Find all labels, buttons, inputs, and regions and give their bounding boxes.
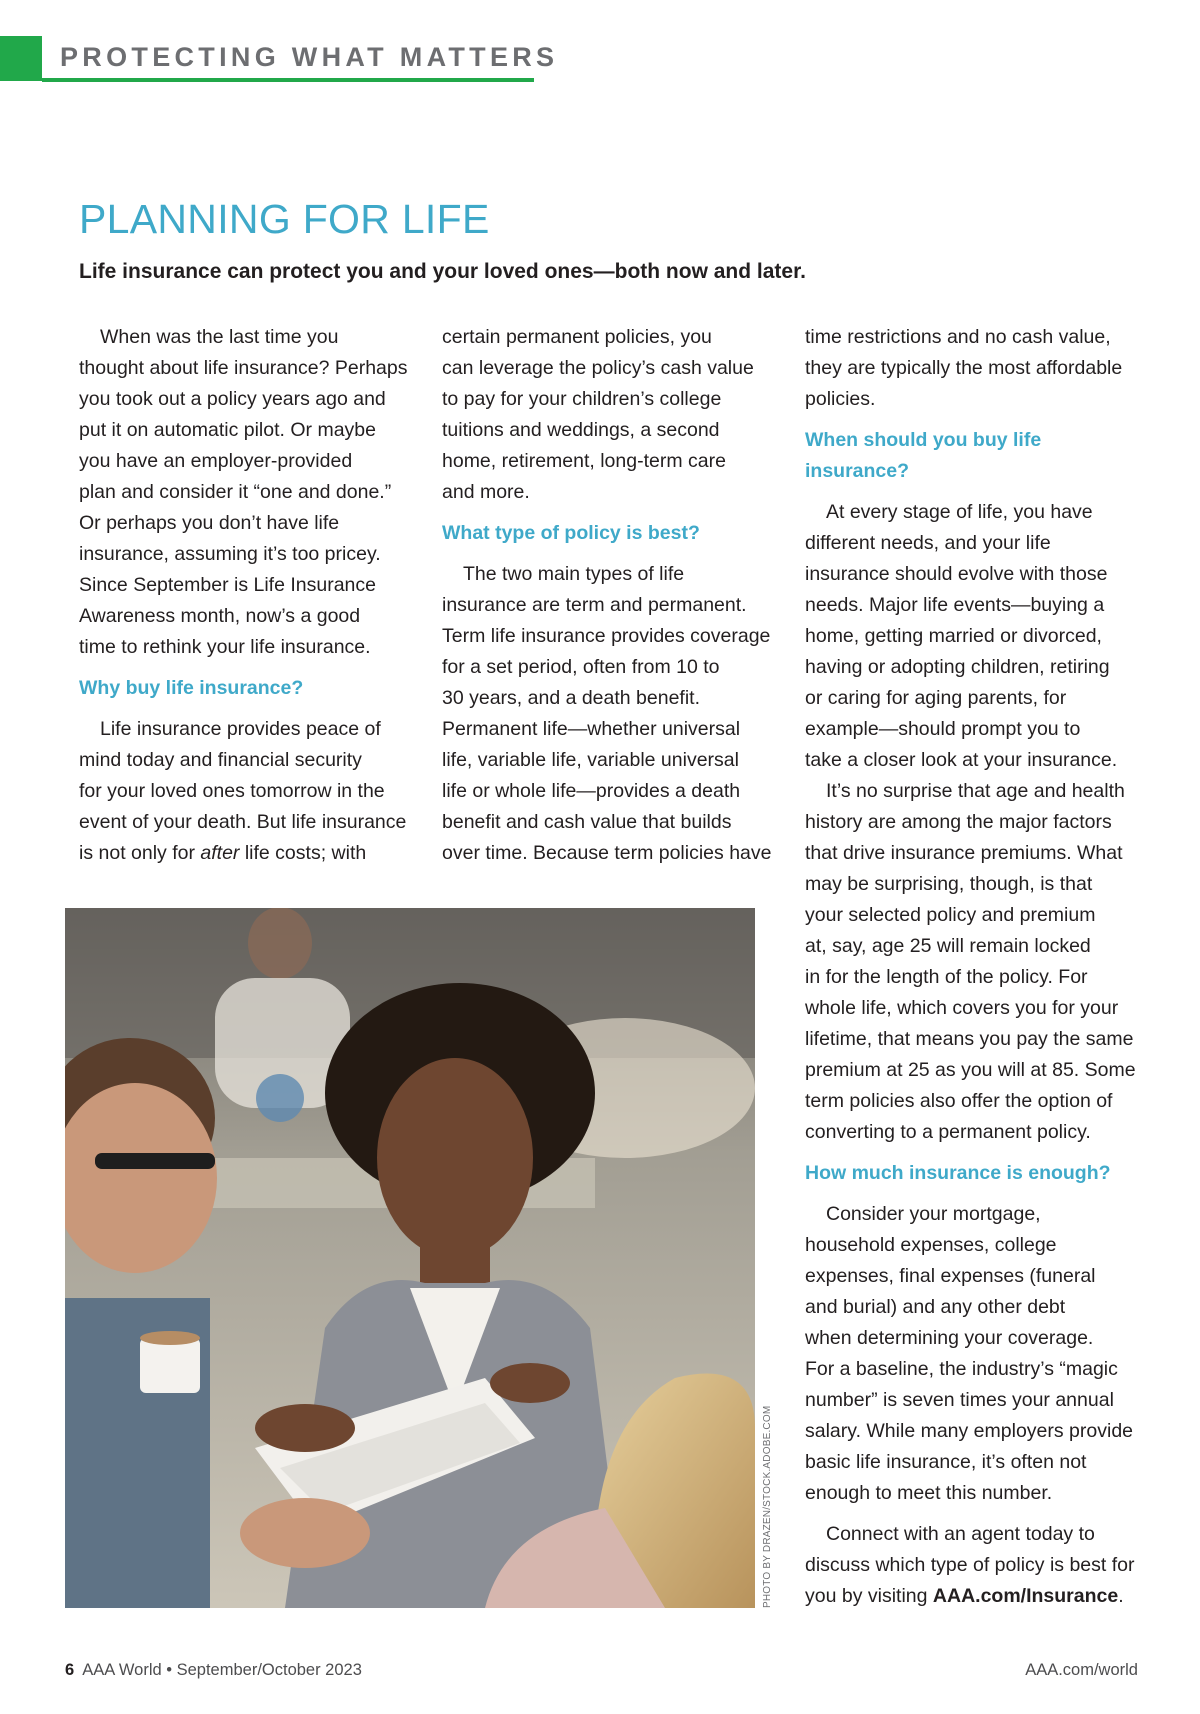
header-accent-bar — [0, 36, 42, 81]
body-line: can leverage the policy’s cash value — [442, 357, 754, 379]
body-text: life costs; with — [239, 842, 367, 864]
body-line: salary. While many employers provide — [805, 1420, 1134, 1442]
body-line: at, say, age 25 will remain locked — [805, 935, 1091, 957]
body-line: Life insurance provides peace of — [100, 718, 381, 740]
body-line: or caring for aging parents, for — [805, 687, 1067, 709]
body-line — [79, 838, 419, 869]
body-line: When was the last time you — [100, 326, 339, 348]
body-line: converting to a permanent policy. — [805, 1121, 1091, 1143]
column-3 — [805, 322, 1150, 1612]
body-line: Awareness month, now’s a good — [79, 605, 361, 627]
body-line: tuitions and weddings, a second — [442, 419, 720, 441]
body-line: for a set period, often from 10 to — [442, 656, 720, 678]
body-line: Consider your mortgage, — [826, 1203, 1041, 1225]
body-line: you took out a policy years ago and — [79, 388, 386, 410]
body-line: example—should prompt you to — [805, 718, 1081, 740]
body-text: you by visiting — [805, 1585, 933, 1607]
body-line: they are typically the most affordable — [805, 357, 1123, 379]
body-line — [805, 1581, 1150, 1612]
body-line: life or whole life—provides a death — [442, 780, 741, 802]
body-line: put it on automatic pilot. Or maybe — [79, 419, 376, 441]
section-label: PROTECTING WHAT MATTERS — [60, 42, 559, 72]
body-line: It’s no surprise that age and health — [826, 780, 1125, 802]
body-line: enough to meet this number. — [805, 1482, 1053, 1504]
body-line: 30 years, and a death benefit. — [442, 687, 701, 709]
body-line: certain permanent policies, you — [442, 326, 712, 348]
body-text: is not only for — [79, 842, 201, 864]
footer-left — [65, 1661, 362, 1680]
body-line: mind today and financial security — [79, 749, 362, 771]
body-line: to pay for your children’s college — [442, 388, 722, 410]
body-line: Since September is Life Insurance — [79, 574, 376, 596]
body-line: basic life insurance, it’s often not — [805, 1451, 1087, 1473]
body-line: Connect with an agent today to — [826, 1523, 1095, 1545]
page-number: 6 — [65, 1661, 75, 1679]
body-line: Permanent life—whether universal — [442, 718, 741, 740]
body-line: event of your death. But life insurance — [79, 811, 407, 833]
subhead-why-buy: Why buy life insurance? — [79, 677, 304, 699]
article-photo — [65, 908, 755, 1608]
body-line: take a closer look at your insurance. — [805, 749, 1118, 771]
body-line: plan and consider it “one and done.” — [79, 481, 392, 503]
subhead-policy-type: What type of policy is best? — [442, 522, 700, 544]
body-line: discuss which type of policy is best for — [805, 1554, 1135, 1576]
body-line: insurance are term and permanent. — [442, 594, 747, 616]
column-2 — [442, 322, 782, 869]
body-line: over time. Because term policies have — [442, 842, 772, 864]
body-line: At every stage of life, you have — [826, 501, 1093, 523]
column-1 — [79, 322, 419, 869]
body-line: number” is seven times your annual — [805, 1389, 1114, 1411]
body-line: household expenses, college — [805, 1234, 1057, 1256]
body-line: that drive insurance premiums. What — [805, 842, 1123, 864]
article-deck: Life insurance can protect you and your loved ones—both now and later. — [79, 260, 806, 283]
body-line: and more. — [442, 481, 530, 503]
body-line: having or adopting children, retiring — [805, 656, 1110, 678]
body-line: needs. Major life events—buying a — [805, 594, 1105, 616]
body-line: Term life insurance provides coverage — [442, 625, 771, 647]
body-line: term policies also offer the option of — [805, 1090, 1113, 1112]
body-line: thought about life insurance? Perhaps — [79, 357, 408, 379]
footer-website[interactable]: AAA.com/world — [1025, 1661, 1138, 1679]
subhead-line: When should you buy life — [805, 429, 1042, 451]
body-line: when determining your coverage. — [805, 1327, 1094, 1349]
body-line: time restrictions and no cash value, — [805, 326, 1111, 348]
body-line: lifetime, that means you pay the same — [805, 1028, 1134, 1050]
body-line: life, variable life, variable universal — [442, 749, 739, 771]
body-line: expenses, final expenses (funeral — [805, 1265, 1096, 1287]
body-text: . — [1118, 1585, 1124, 1607]
body-line: whole life, which covers you for your — [805, 997, 1119, 1019]
body-line: For a baseline, the industry’s “magic — [805, 1358, 1118, 1380]
subhead-line: insurance? — [805, 460, 910, 482]
body-line: Or perhaps you don’t have life — [79, 512, 340, 534]
body-line: may be surprising, though, is that — [805, 873, 1093, 895]
insurance-link[interactable]: AAA.com/Insurance — [932, 1585, 1119, 1607]
body-line: for your loved ones tomorrow in the — [79, 780, 385, 802]
body-line: benefit and cash value that builds — [442, 811, 732, 833]
publication-info: AAA World • September/October 2023 — [82, 1661, 362, 1679]
body-line: time to rethink your life insurance. — [79, 636, 371, 658]
subhead-when-buy — [805, 425, 1150, 487]
subhead-how-much: How much insurance is enough? — [805, 1162, 1111, 1184]
body-line: in for the length of the policy. For — [805, 966, 1088, 988]
body-line: premium at 25 as you will at 85. Some — [805, 1059, 1136, 1081]
article-title: PLANNING FOR LIFE — [79, 196, 490, 242]
body-line: and burial) and any other debt — [805, 1296, 1066, 1318]
photo-credit: PHOTO BY DRAZEN/STOCK.ADOBE.COM — [762, 1405, 773, 1608]
body-line: history are among the major factors — [805, 811, 1112, 833]
body-line: policies. — [805, 388, 876, 410]
body-line: home, getting married or divorced, — [805, 625, 1102, 647]
header-rule — [42, 78, 534, 82]
body-line: The two main types of life — [463, 563, 685, 585]
body-line: you have an employer-provided — [79, 450, 353, 472]
body-line: insurance should evolve with those — [805, 563, 1108, 585]
body-line: different needs, and your life — [805, 532, 1051, 554]
photo-illustration — [65, 908, 755, 1608]
body-line: your selected policy and premium — [805, 904, 1096, 926]
body-line: home, retirement, long-term care — [442, 450, 726, 472]
emphasis-after: after — [200, 842, 240, 864]
body-line: insurance, assuming it’s too pricey. — [79, 543, 381, 565]
